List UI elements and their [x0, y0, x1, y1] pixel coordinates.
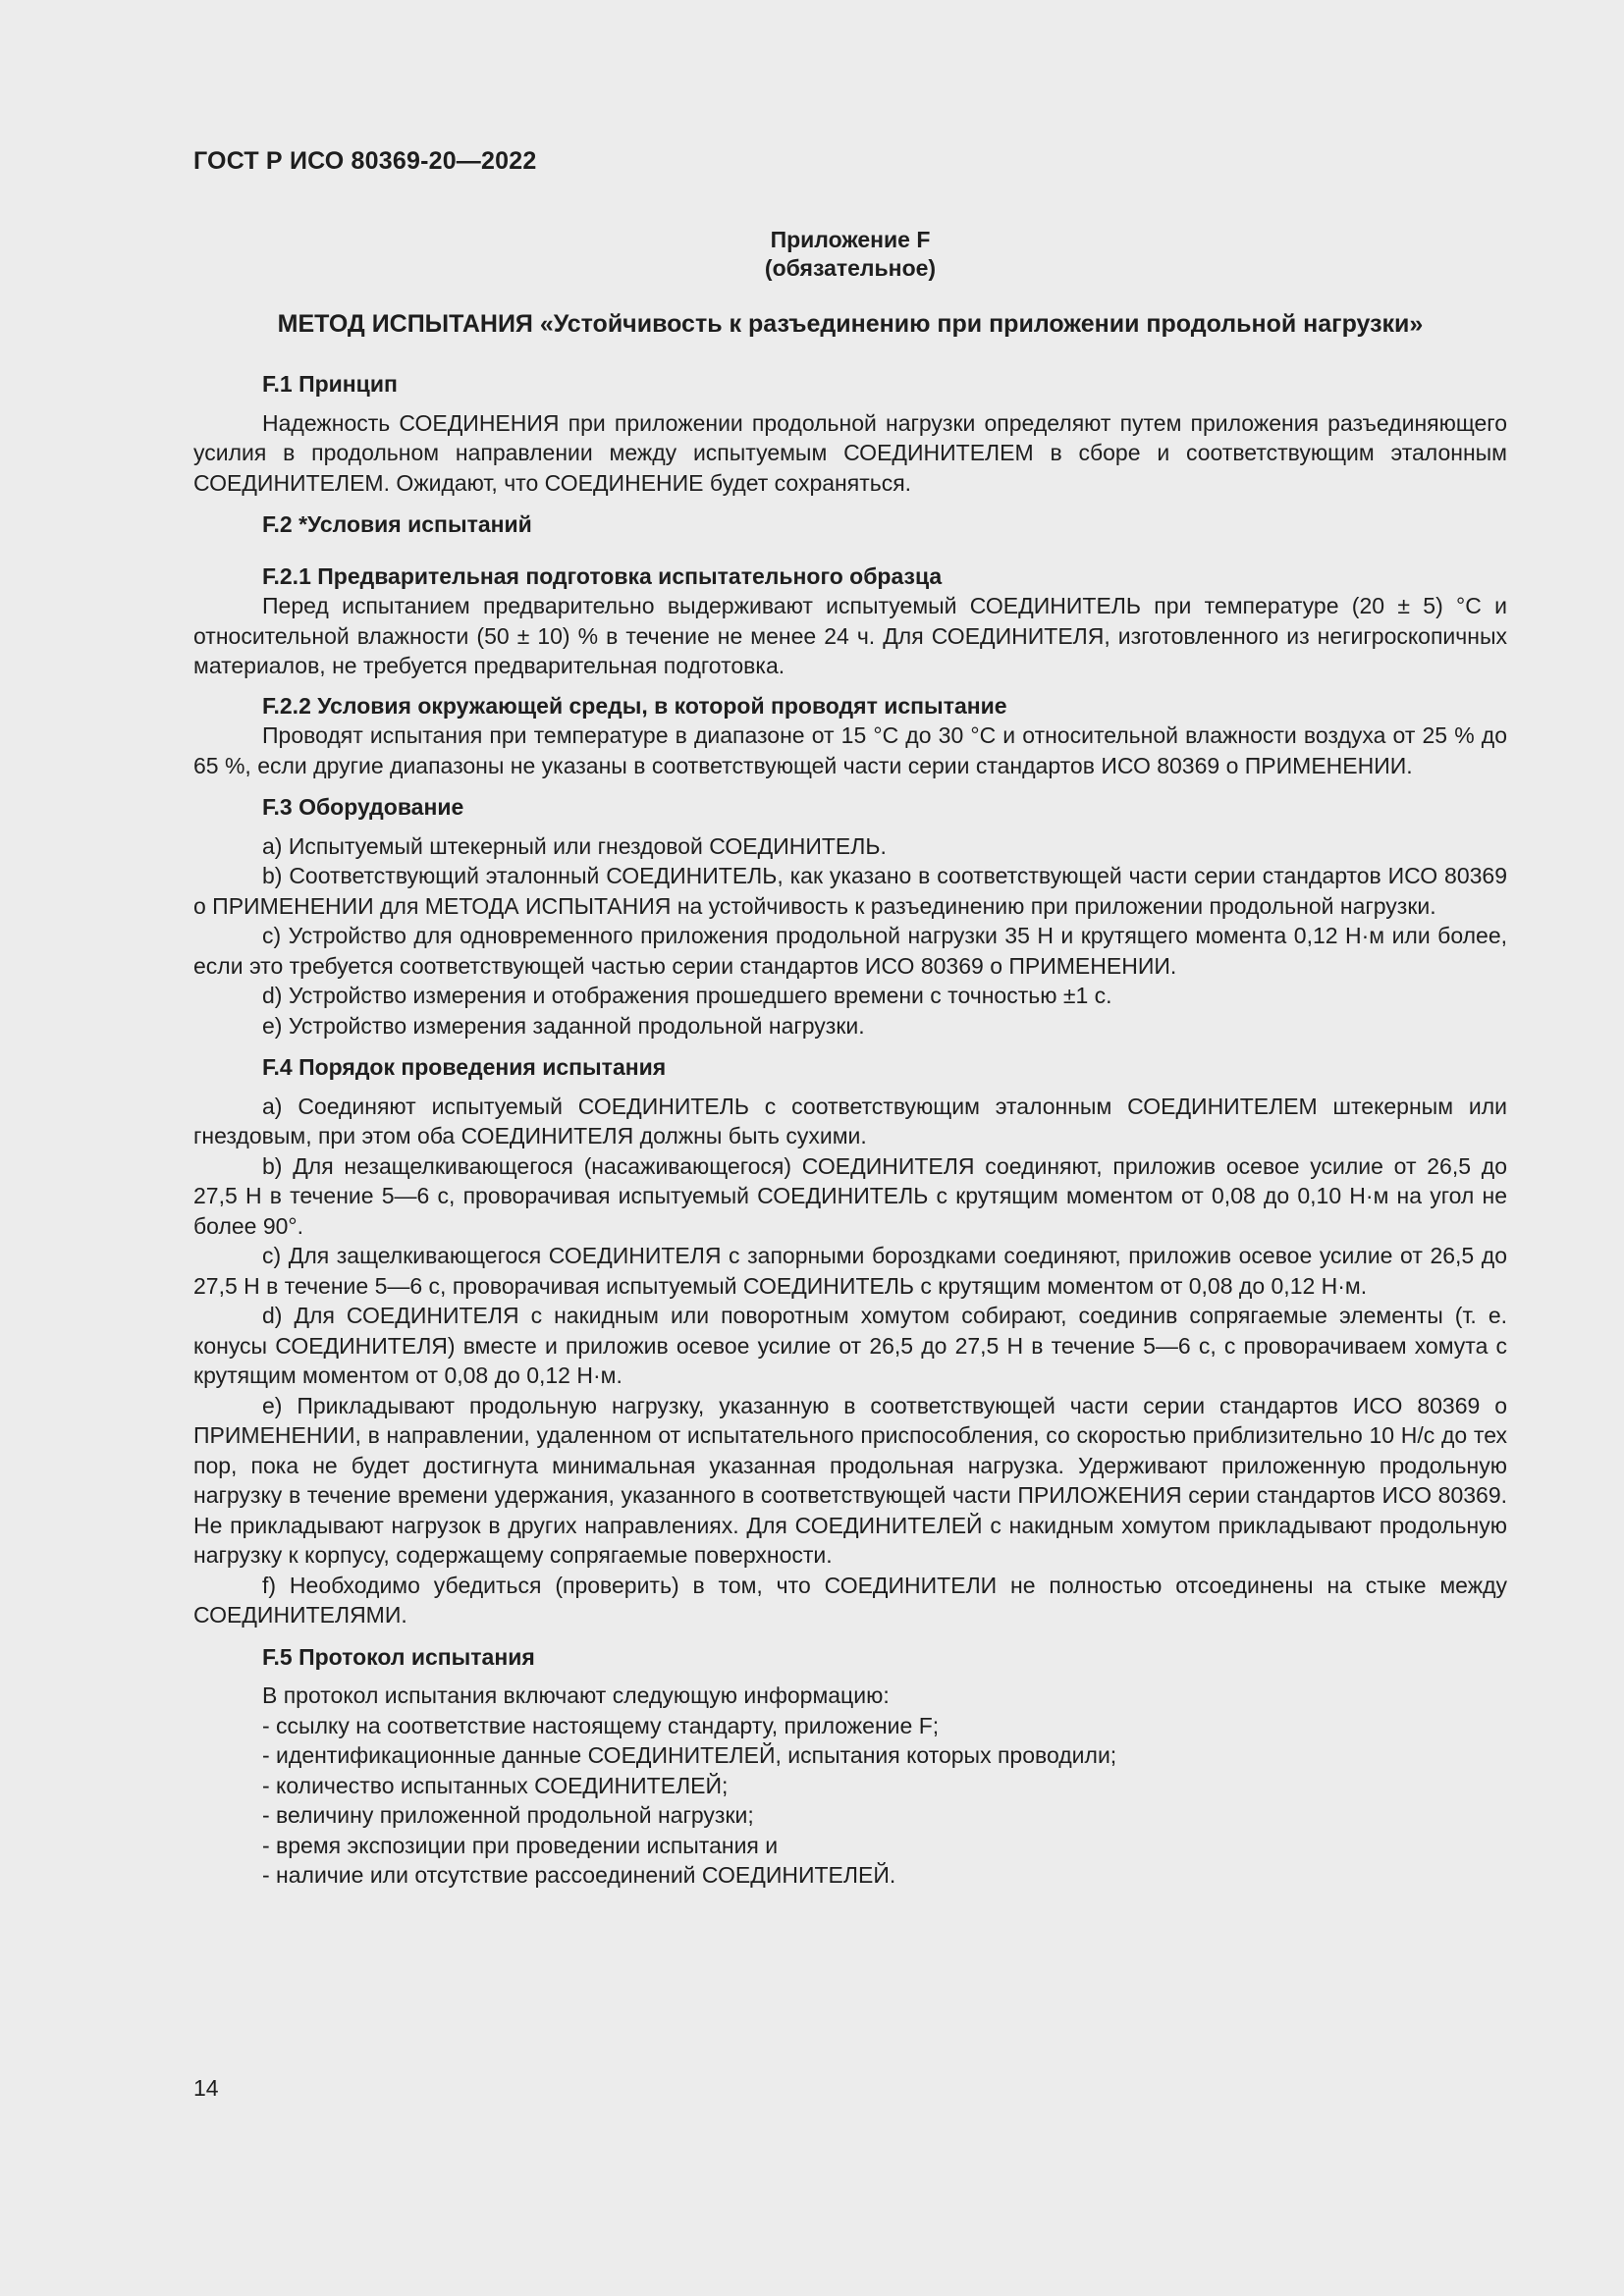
- list-item: - количество испытанных СОЕДИНИТЕЛЕЙ;: [262, 1772, 729, 1798]
- page-number: 14: [193, 2075, 219, 2101]
- list-item: a) Испытуемый штекерный или гнездовой СОЕДИНИТЕЛЬ.: [262, 832, 887, 859]
- section-heading-f2-2: F.2.2 Условия окружающей среды, в которой проводят испытание: [262, 692, 1007, 719]
- list-item: d) Для СОЕДИНИТЕЛЯ с накидным или поворотным хомутом собирают, соединив сопрягаемые элементы (т. е. конусы СОЕДИНИТЕЛЯ) вместе и приложив осевое усилие от 26,5 до 27,5 Н в течение 5—6 с, с проворачиваем хомута с крутящим моментом от 0,08 до 0,12 Н·м.: [193, 1303, 1507, 1388]
- annex-content: [193, 226, 1507, 1891]
- paragraph-f2-1: Перед испытанием предварительно выдерживают испытуемый СОЕДИНИТЕЛЬ при температуре (20 ± 5) °С и относительной влажности (50 ± 10) % в течение не менее 24 ч. Для СОЕДИНИТЕЛЯ, изготовленного из негигроскопичных материалов, не требуется предварительная подготовка.: [193, 593, 1507, 678]
- standard-number: ГОСТ Р ИСО 80369-20—2022: [193, 147, 537, 175]
- annex-status: (обязательное): [764, 255, 937, 281]
- list-item: c) Устройство для одновременного приложения продольной нагрузки 35 Н и крутящего момента 0,12 Н·м или более, если это требуется соответствующей частью серии стандартов ИСО 80369 о ПРИМЕНЕНИИ.: [193, 923, 1507, 979]
- section-heading-f1: F.1 Принцип: [262, 371, 398, 397]
- list-item: d) Устройство измерения и отображения прошедшего времени с точностью ±1 с.: [262, 983, 1112, 1008]
- list-item: b) Для незащелкивающегося (насаживающегося) СОЕДИНИТЕЛЯ соединяют, приложив осевое усилие от 26,5 до 27,5 Н в течение 5—6 с, проворачивая испытуемый СОЕДИНИТЕЛЬ с крутящим моментом от 0,08 до 0,10 Н·м на угол не более 90°.: [193, 1152, 1507, 1239]
- list-item: e) Прикладывают продольную нагрузку, указанную в соответствующей части серии стандартов ИСО 80369 о ПРИМЕНЕНИИ, в направлении, удаленном от испытательного приспособления, со скоростью приблизительно 10 Н/с до тех пор, пока не будет достигнута минимальная указанная продольная нагрузка. Удерживают приложенную продольную нагрузку в течение времени удержания, указанного в соответствующей части ПРИЛОЖЕНИЯ серии стандартов ИСО 80369. Не прикладывают нагрузок в других направлениях. Для СОЕДИНИТЕЛЕЙ с накидным хомутом прикладывают продольную нагрузку к корпусу, содержащему сопрягаемые поверхности.: [193, 1392, 1507, 1568]
- list-item: b) Соответствующий эталонный СОЕДИНИТЕЛЬ, как указано в соответствующей части серии стандартов ИСО 80369 о ПРИМЕНЕНИИ для МЕТОДА ИСПЫТАНИЯ на устойчивость к разъединению при приложении продольной нагрузки.: [193, 863, 1507, 919]
- list-item: e) Устройство измерения заданной продольной нагрузки.: [262, 1012, 865, 1039]
- paragraph-f2-2: Проводят испытания при температуре в диапазоне от 15 °С до 30 °С и относительной влажности воздуха от 25 % до 65 %, если другие диапазоны не указаны в соответствующей части серии стандартов ИСО 80369 о ПРИМЕНЕНИИ.: [193, 722, 1507, 778]
- section-heading-f2: F.2 *Условия испытаний: [262, 511, 532, 537]
- method-title: МЕТОД ИСПЫТАНИЯ «Устойчивость к разъединению при приложении продольной нагрузки»: [277, 310, 1424, 338]
- list-item: - время экспозиции при проведении испытания и: [262, 1832, 779, 1858]
- annex-title: Приложение F: [770, 227, 931, 252]
- list-item: - ссылку на соответствие настоящему стандарту, приложение F;: [262, 1712, 940, 1738]
- paragraph-f5-intro: В протокол испытания включают следующую информацию:: [262, 1682, 890, 1708]
- section-heading-f2-1: F.2.1 Предварительная подготовка испытательного образца: [262, 562, 943, 589]
- section-heading-f4: F.4 Порядок проведения испытания: [262, 1054, 667, 1080]
- list-item: f) Необходимо убедиться (проверить) в том, что СОЕДИНИТЕЛИ не полностью отсоединены на стыке между СОЕДИНИТЕЛЯМИ.: [193, 1572, 1507, 1628]
- section-heading-f5: F.5 Протокол испытания: [262, 1643, 535, 1670]
- list-item: a) Соединяют испытуемый СОЕДИНИТЕЛЬ с соответствующим эталонным СОЕДИНИТЕЛЕМ штекерным или гнездовым, при этом оба СОЕДИНИТЕЛЯ должны быть сухими.: [193, 1093, 1507, 1148]
- list-item: c) Для защелкивающегося СОЕДИНИТЕЛЯ с запорными бороздками соединяют, приложив осевое усилие от 26,5 до 27,5 Н в течение 5—6 с, проворачивая испытуемый СОЕДИНИТЕЛЬ с крутящим моментом от 0,08 до 0,12 Н·м.: [193, 1243, 1507, 1299]
- section-heading-f3: F.3 Оборудование: [262, 794, 464, 820]
- list-item: - наличие или отсутствие рассоединений СОЕДИНИТЕЛЕЙ.: [262, 1862, 896, 1888]
- list-item: - величину приложенной продольной нагрузки;: [262, 1802, 754, 1828]
- list-item: - идентификационные данные СОЕДИНИТЕЛЕЙ, испытания которых проводили;: [262, 1742, 1117, 1768]
- paragraph-f1: Надежность СОЕДИНЕНИЯ при приложении продольной нагрузки определяют путем приложения разъединяющего усилия в продольном направлении между испытуемым СОЕДИНИТЕЛЕМ в сборе и соответствующим эталонным СОЕДИНИТЕЛЕМ. Ожидают, что СОЕДИНЕНИЕ будет сохраняться.: [193, 409, 1507, 496]
